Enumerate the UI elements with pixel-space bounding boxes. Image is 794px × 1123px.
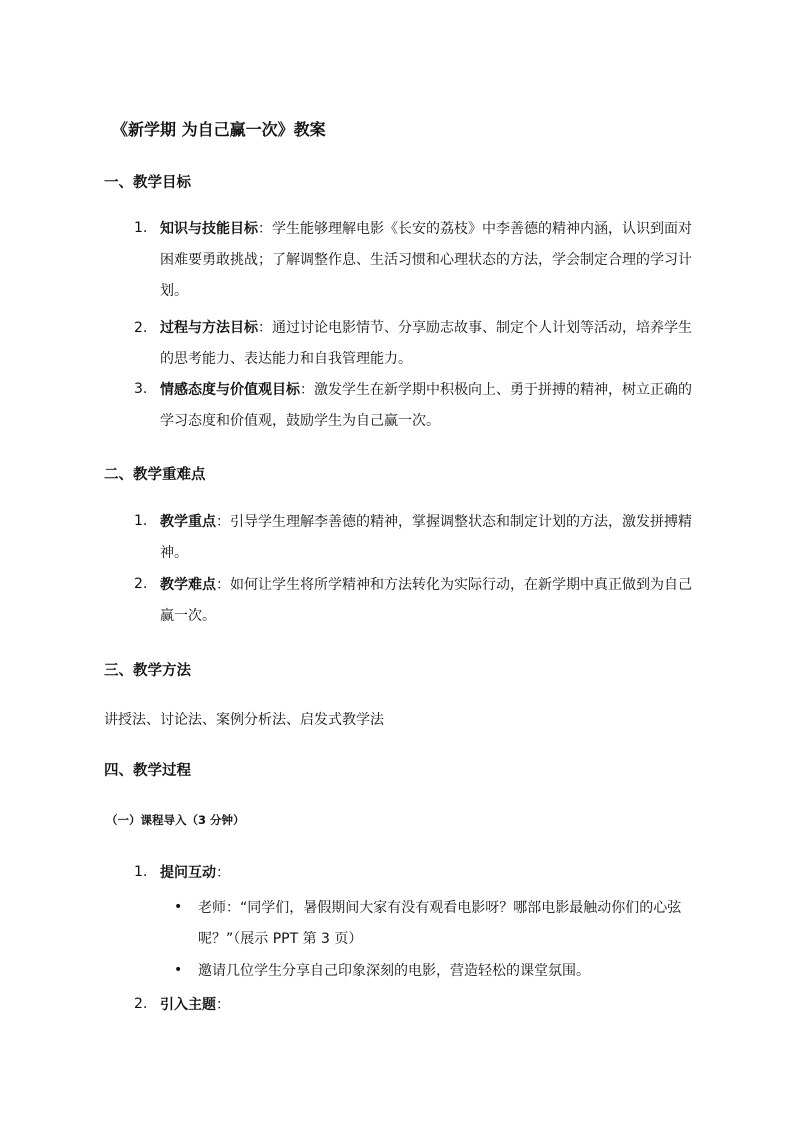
list-item	[160, 990, 700, 1021]
item-text: ：	[216, 997, 230, 1013]
list-number: 1.	[134, 864, 148, 880]
item-label: 过程与方法目标	[160, 320, 258, 336]
list-number: 2.	[134, 576, 148, 592]
section-heading-process: 四、教学过程	[104, 763, 191, 779]
document-title: 《新学期 为自己赢一次》教案	[112, 120, 326, 139]
list-number: 1.	[134, 220, 148, 236]
list-item	[160, 214, 700, 307]
item-label: 引入主题	[160, 997, 216, 1013]
item-label: 教学重点	[160, 514, 216, 530]
list-item	[160, 507, 700, 569]
item-text: ：	[216, 865, 230, 881]
list-item	[160, 313, 700, 375]
bullet-item: 老师：“同学们，暑假期间大家有没有观看电影呀？哪部电影最触动你们的心弦呢？”（展示 PPT 第 3 页）	[198, 900, 682, 947]
list-number: 3.	[134, 381, 148, 397]
item-label: 提问互动	[160, 865, 216, 881]
item-text: ：通过讨论电影情节、分享励志故事、制定个人计划等活动，培养学生的思考能力、表达能力和自我管理能力。	[160, 320, 692, 367]
list-item	[160, 570, 700, 632]
list-number: 2.	[134, 996, 148, 1012]
item-text: ：如何让学生将所学精神和方法转化为实际行动，在新学期中真正做到为自己赢一次。	[160, 577, 692, 624]
bullet-marker: •	[174, 899, 183, 915]
list-number: 2.	[134, 320, 148, 336]
section-heading-methods: 三、教学方法	[104, 663, 191, 679]
item-text: ：激发学生在新学期中积极向上、勇于拼搏的精神，树立正确的学习态度和价值观，鼓励学生为自己赢一次。	[160, 382, 692, 429]
item-label: 教学难点	[160, 577, 216, 593]
section-heading-key-points: 二、教学重难点	[104, 467, 206, 483]
bullet-marker: •	[174, 962, 183, 978]
bullet-item: 邀请几位学生分享自己印象深刻的电影，营造轻松的课堂氛围。	[198, 963, 590, 979]
section-heading-objectives: 一、教学目标	[104, 175, 191, 191]
list-item	[160, 858, 700, 889]
item-label: 情感态度与价值观目标	[160, 382, 300, 398]
item-label: 知识与技能目标	[160, 221, 258, 237]
subsection-heading-intro: （一）课程导入（3 分钟）	[106, 813, 245, 827]
list-number: 1.	[134, 513, 148, 529]
item-text: ：引导学生理解李善德的精神，掌握调整状态和制定计划的方法，激发拼搏精神。	[160, 514, 692, 561]
item-text: ：学生能够理解电影《长安的荔枝》中李善德的精神内涵，认识到面对困难要勇敢挑战；了解调整作息、生活习惯和心理状态的方法，学会制定合理的学习计划。	[160, 221, 692, 299]
methods-text: 讲授法、讨论法、案例分析法、启发式教学法	[104, 712, 384, 728]
list-item	[160, 375, 700, 437]
